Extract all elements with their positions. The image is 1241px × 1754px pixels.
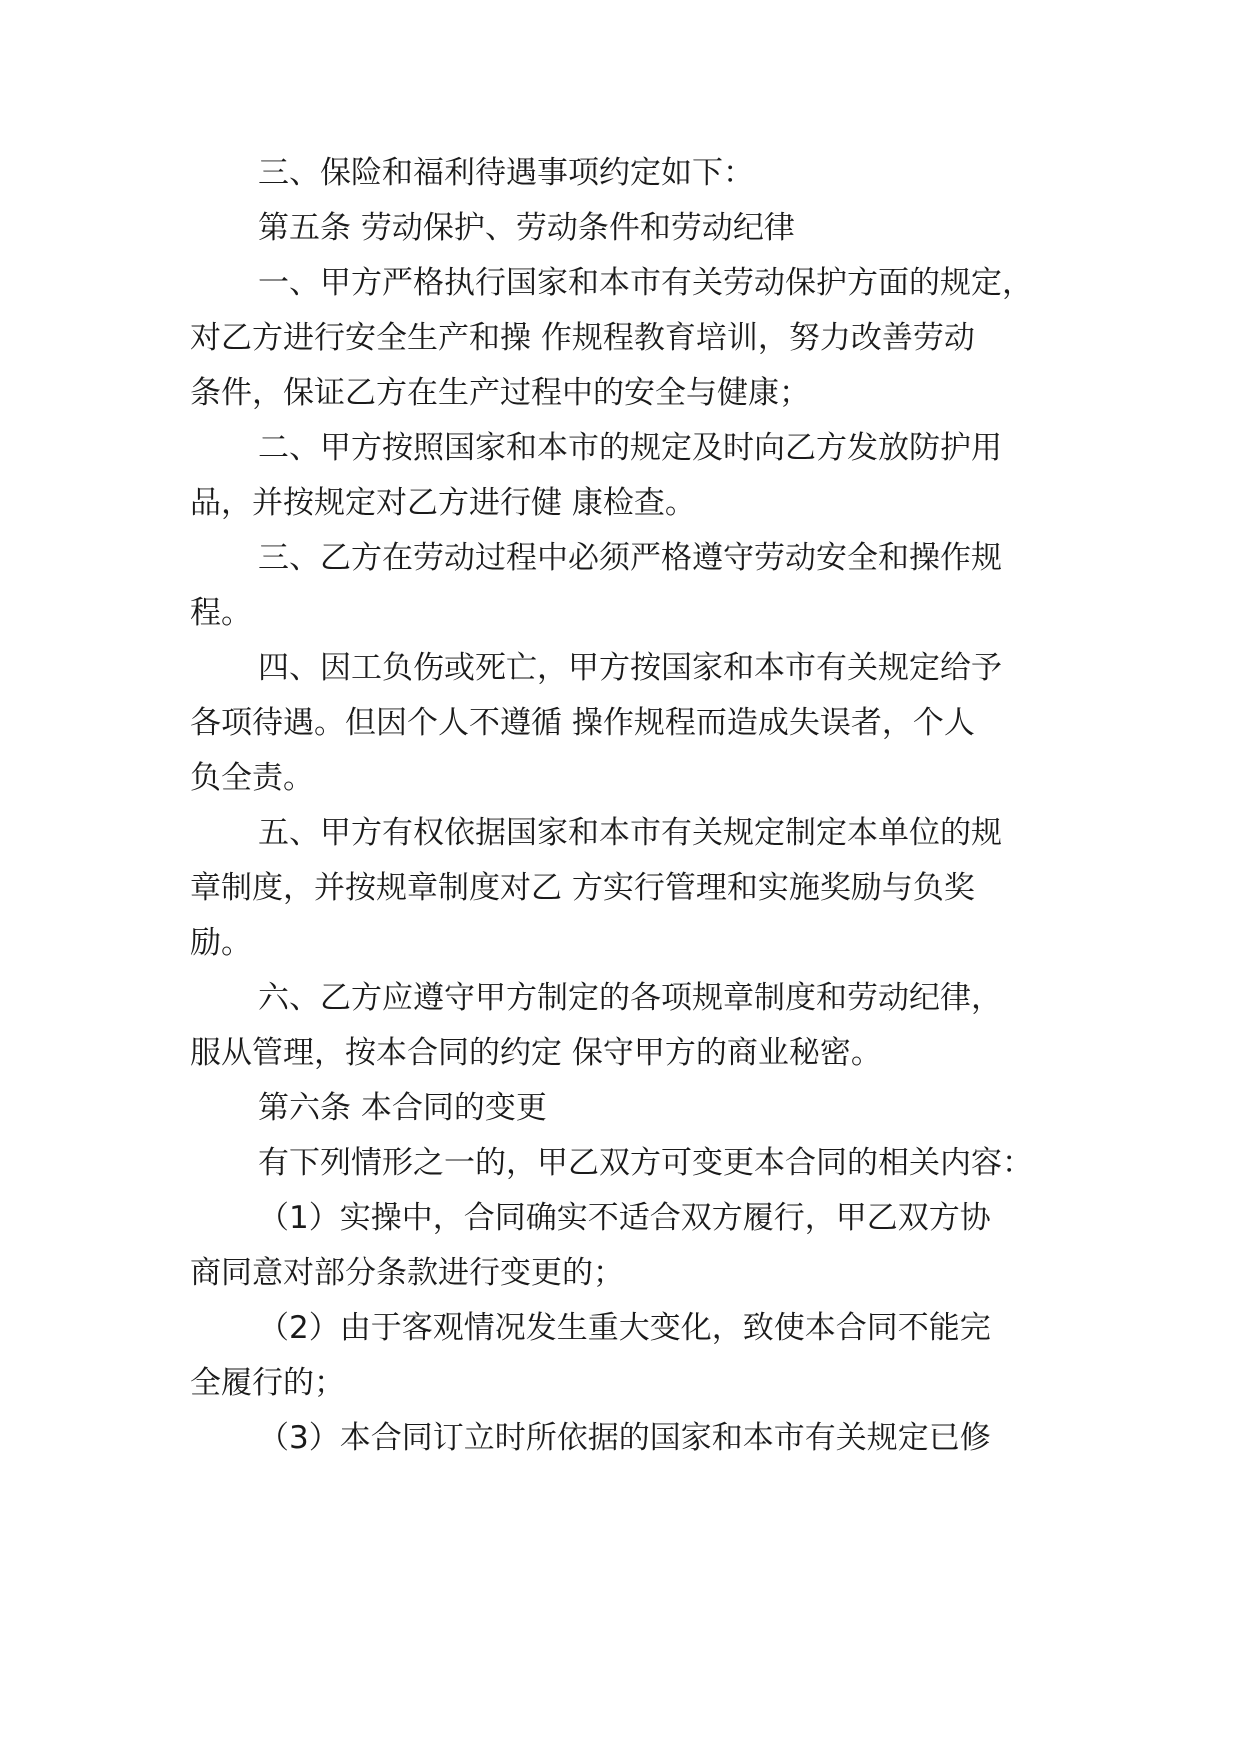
text-line: （3）本合同订立时所依据的国家和本市有关规定已修 xyxy=(258,1420,991,1456)
text-line: 四、因工负伤或死亡，甲方按国家和本市有关规定给予 xyxy=(258,650,1002,686)
text-line: 程。 xyxy=(190,595,252,631)
text-line: 条件，保证乙方在生产过程中的安全与健康； xyxy=(190,375,810,411)
article-heading: 第六条 本合同的变更 xyxy=(258,1090,547,1126)
text-line: 三、乙方在劳动过程中必须严格遵守劳动安全和操作规 xyxy=(258,540,1002,576)
text-line: 负全责。 xyxy=(190,760,314,796)
text-line: 二、甲方按照国家和本市的规定及时向乙方发放防护用 xyxy=(258,430,1002,466)
text-line: （2）由于客观情况发生重大变化，致使本合同不能完 xyxy=(258,1310,991,1346)
text-line: 五、甲方有权依据国家和本市有关规定制定本单位的规 xyxy=(258,815,1002,851)
text-line: 品，并按规定对乙方进行健 康检查。 xyxy=(190,485,696,521)
text-line: 励。 xyxy=(190,925,252,961)
text-line: 商同意对部分条款进行变更的； xyxy=(190,1255,624,1291)
text-line: 各项待遇。但因个人不遵循 操作规程而造成失误者，个人 xyxy=(190,705,975,741)
text-line: 对乙方进行安全生产和操 作规程教育培训，努力改善劳动 xyxy=(190,320,975,356)
text-line: 章制度，并按规章制度对乙 方实行管理和实施奖励与负奖 xyxy=(190,870,975,906)
text-line: 六、乙方应遵守甲方制定的各项规章制度和劳动纪律， xyxy=(258,980,1002,1016)
article-heading: 第五条 劳动保护、劳动条件和劳动纪律 xyxy=(258,210,795,246)
text-line: 有下列情形之一的，甲乙双方可变更本合同的相关内容： xyxy=(258,1145,1033,1181)
text-line: 服从管理，按本合同的约定 保守甲方的商业秘密。 xyxy=(190,1035,882,1071)
text-line: 一、甲方严格执行国家和本市有关劳动保护方面的规定， xyxy=(258,265,1033,301)
text-line: 全履行的； xyxy=(190,1365,345,1401)
text-line: （1）实操中，合同确实不适合双方履行，甲乙双方协 xyxy=(258,1200,991,1236)
text-line: 三、保险和福利待遇事项约定如下： xyxy=(258,155,754,191)
